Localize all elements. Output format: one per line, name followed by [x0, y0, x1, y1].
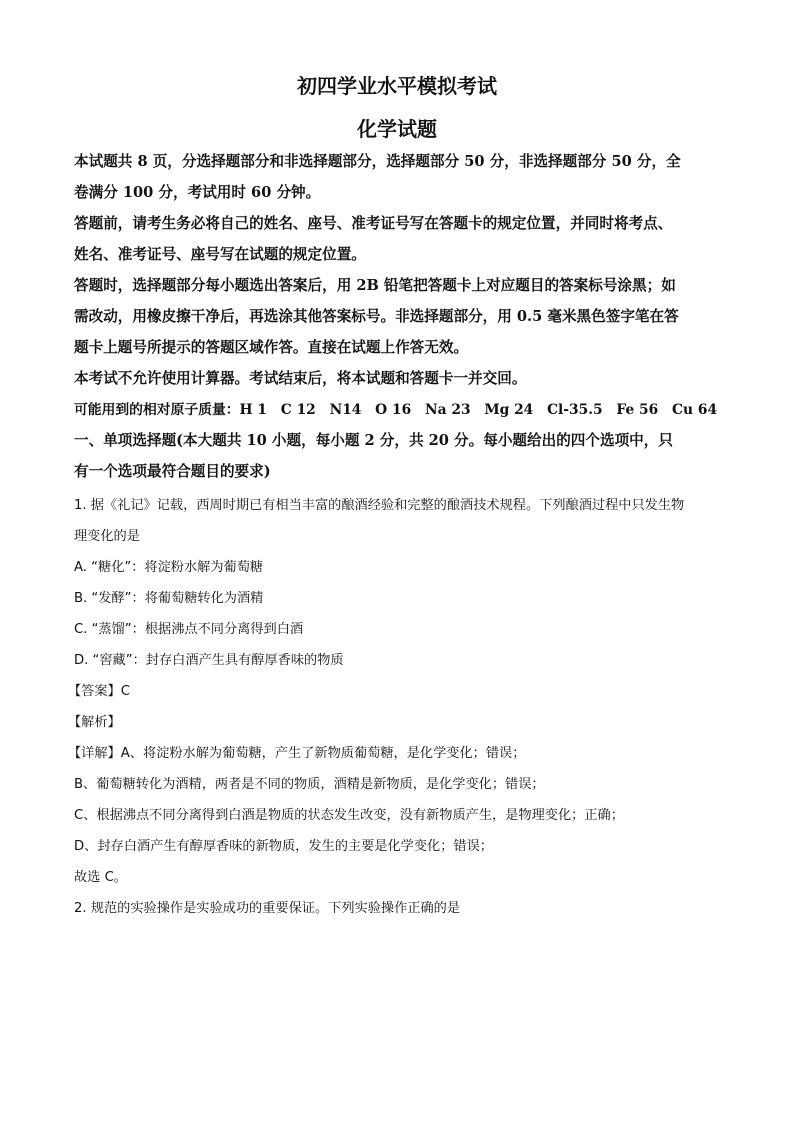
question-stem: 2. 规范的实验操作是实验成功的重要保证。下列实验操作正确的是: [74, 901, 461, 916]
answer-label: 【答案】C: [68, 684, 130, 699]
detail-line: 【详解】A、将淀粉水解为葡萄糖，产生了新物质葡萄糖，是化学变化；错误；: [68, 746, 526, 761]
option-a: A. “糖化”：将淀粉水解为葡萄糖: [74, 560, 264, 575]
page-title: 初四学业水平模拟考试: [297, 74, 497, 98]
atomic-masses: 可能用到的相对原子质量：H 1 C 12 N14 O 16 Na 23 Mg 24 Cl-35.5 Fe 56 Cu 64: [74, 402, 718, 418]
section-heading: 一、单项选择题(本大题共 10 小题，每小题 2 分，共 20 分。每小题给出的四个选项中，只: [74, 432, 673, 449]
option-c: C. “蒸馏”：根据沸点不同分离得到白酒: [74, 622, 304, 637]
instructions-line: 本试题共 8 页，分选择题部分和非选择题部分，选择题部分 50 分，非选择题部分 50 分，全: [74, 153, 681, 170]
section-heading: 有一个选项最符合题目的要求): [74, 463, 271, 480]
option-d: D. “窖藏”：封存白酒产生具有醇厚香味的物质: [74, 653, 344, 668]
instructions-line: 卷满分 100 分，考试用时 60 分钟。: [74, 184, 321, 201]
instructions-line: 答题前，请考生务必将自己的姓名、座号、准考证号写在答题卡的规定位置，并同时将考点、: [74, 215, 673, 232]
question-stem: 理变化的是: [74, 529, 140, 544]
question-stem: 1. 据《礼记》记载，西周时期已有相当丰富的酿酒经验和完整的酿酒技术规程。下列酿酒过程中只发生物: [74, 498, 685, 513]
instructions-line: 答题时，选择题部分每小题选出答案后，用 2B 铅笔把答题卡上对应题目的答案标号涂黑；如: [74, 277, 676, 294]
analysis-label: 【解析】: [68, 715, 121, 730]
detail-line: C、根据沸点不同分离得到白酒是物质的状态发生改变，没有新物质产生，是物理变化；正确；: [74, 808, 624, 823]
instructions-line: 本考试不允许使用计算器。考试结束后，将本试题和答题卡一并交回。: [74, 370, 527, 387]
detail-line: B、葡萄糖转化为酒精，两者是不同的物质，酒精是新物质，是化学变化；错误；: [74, 777, 545, 792]
instructions-line: 需改动，用橡皮擦干净后，再选涂其他答案标号。非选择题部分，用 0.5 毫米黑色签字笔在答: [74, 308, 679, 325]
option-b: B. “发酵”：将葡萄糖转化为酒精: [74, 591, 264, 606]
instructions-line: 题卡上题号所提示的答题区域作答。直接在试题上作答无效。: [74, 339, 469, 356]
instructions-line: 姓名、准考证号、座号写在试题的规定位置。: [74, 246, 366, 263]
detail-line: D、封存白酒产生有醇厚香味的新物质，发生的主要是化学变化；错误；: [74, 839, 493, 854]
conclusion: 故选 C。: [74, 870, 127, 885]
page-subtitle: 化学试题: [357, 117, 437, 141]
